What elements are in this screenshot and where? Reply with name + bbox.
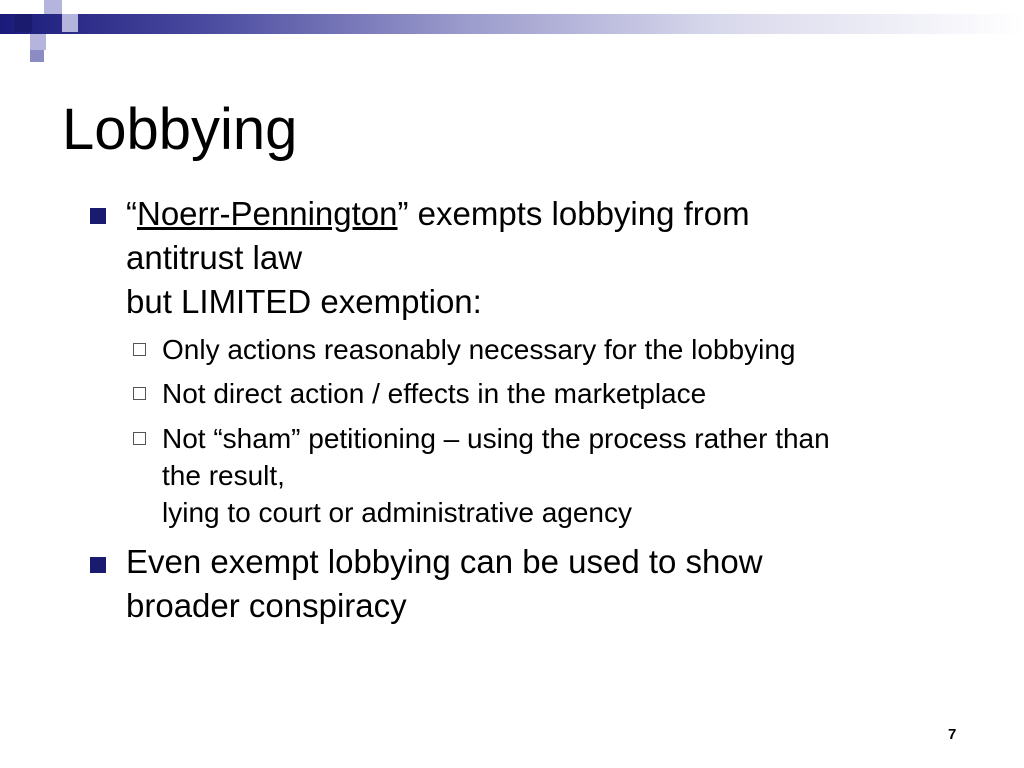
- header-square-mid: [30, 50, 44, 62]
- page-number: 7: [948, 726, 957, 743]
- header-square-light: [62, 14, 78, 32]
- sub-bullet-line: lying to court or administrative agency: [162, 497, 632, 528]
- bullet-line: broader conspiracy: [126, 587, 407, 624]
- sub-bullet-reasonably-necessary: Only actions reasonably necessary for the lobbying: [162, 334, 796, 365]
- hollow-square-icon: [133, 432, 146, 445]
- sub-bullet-line: Not “sham” petitioning – using the process rather than: [162, 423, 830, 454]
- bullet-line: Even exempt lobbying can be used to show: [126, 543, 763, 580]
- bullet-line: antitrust law: [126, 239, 303, 276]
- header-square-dark: [14, 14, 32, 32]
- bullet-noerr-pennington: [126, 192, 986, 324]
- hollow-square-icon: [133, 387, 146, 400]
- sub-bullet-direct-action: Not direct action / effects in the marketplace: [162, 378, 707, 409]
- bullet-square-icon: [90, 557, 106, 573]
- bullet-line: but LIMITED exemption:: [126, 283, 482, 320]
- slide-title: Lobbying: [62, 97, 298, 162]
- bullet-square-icon: [90, 208, 106, 224]
- header-square-light: [44, 0, 62, 14]
- bullet-broader-conspiracy: [126, 540, 986, 628]
- hollow-square-icon: [133, 343, 146, 356]
- header-gradient-band: [0, 14, 1024, 34]
- header-square-light: [30, 34, 46, 50]
- sub-bullet-sham-petitioning: [162, 420, 992, 531]
- noerr-pennington-link[interactable]: Noerr-Pennington: [137, 195, 398, 232]
- bullet-text: ” exempts lobbying from: [397, 195, 750, 232]
- sub-bullet-line: the result,: [162, 460, 285, 491]
- quote-mark: “: [126, 195, 137, 232]
- bullet-line: [126, 192, 986, 236]
